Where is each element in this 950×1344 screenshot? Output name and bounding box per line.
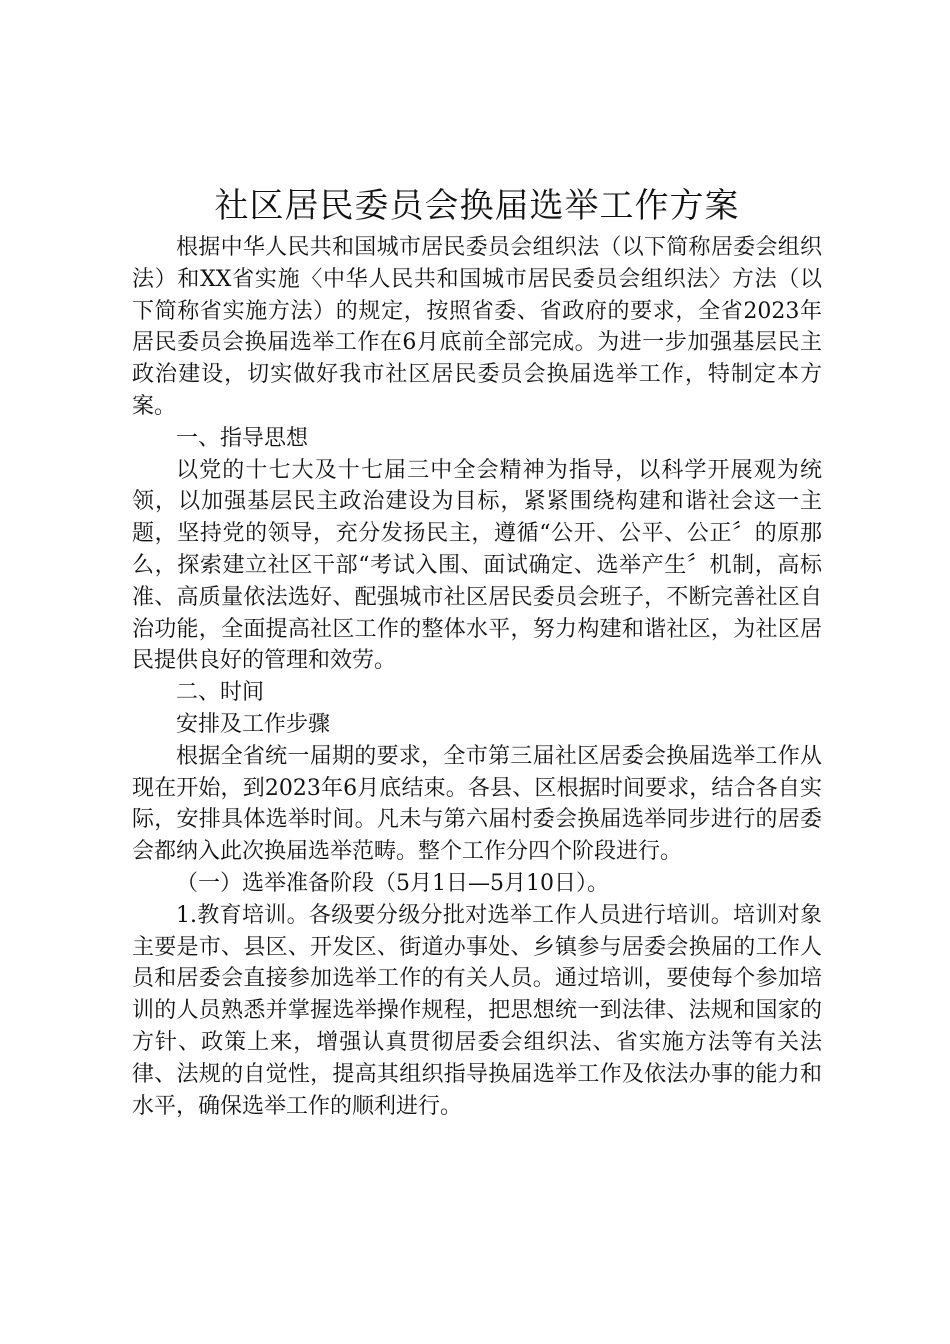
section-heading-time: 二、时间 [176, 680, 265, 706]
document-page [132, 182, 822, 1122]
section-heading-guiding-ideology: 一、指导思想 [176, 425, 309, 451]
document-title: 社区居民委员会换届选举工作方案 [214, 186, 740, 226]
training-paragraph: 1.教育培训。各级要分级分批对选举工作人员进行培训。培训对象主要是市、县区、开发区、街道办事处、乡镇参与居委会换届的工作人员和居委会直接参加选举工作的有关人员。通过培训，要使每个参加培训的人员熟悉并掌握选举操作规程，把思想统一到法律、法规和国家的方针、政策上来，增强认真贯彻居委会组织法、省实施方法等有关法律、法规的自觉性，提高其组织指导换届选举工作及依法办事的能力和水平，确保选举工作的顺利进行。 [132, 902, 822, 1119]
intro-paragraph: 根据中华人民共和国城市居民委员会组织法（以下简称居委会组织法）和XX省实施〈中华人民共和国城市居民委员会组织法〉方法（以下简称省实施方法）的规定，按照省委、省政府的要求，全省2023年居民委员会换届选举工作在6月底前全部完成。为进一步加强基层民主政治建设，切实做好我市社区居民委员会换届选举工作，特制定本方案。 [132, 235, 822, 419]
schedule-paragraph: 根据全省统一届期的要求，全市第三届社区居委会换届选举工作从现在开始，到2023年6月底结束。各县、区根据时间要求，结合各自实际，安排具体选举时间。凡未与第六届村委会换届选举同步进行的居委会都纳入此次换届选举范畴。整个工作分四个阶段进行。 [132, 743, 822, 865]
subsection-heading-preparation: （一）选举准备阶段（5月1日—5月10日）。 [176, 870, 609, 896]
section-heading-arrangement: 安排及工作步骤 [176, 711, 331, 737]
guiding-ideology-paragraph: 以党的十七大及十七届三中全会精神为指导，以科学开展观为统领，以加强基层民主政治建设为目标，紧紧围绕构建和谐社会这一主题，坚持党的领导，充分发扬民主，遵循“公开、公平、公正〞的原那么，探索建立社区干部“考试入围、面试确定、选举产生〞机制，高标准、高质量依法选好、配强城市社区居民委员会班子，不断完善社区自治功能，全面提高社区工作的整体水平，努力构建和谐社区，为社区居民提供良好的管理和效劳。 [132, 457, 822, 674]
